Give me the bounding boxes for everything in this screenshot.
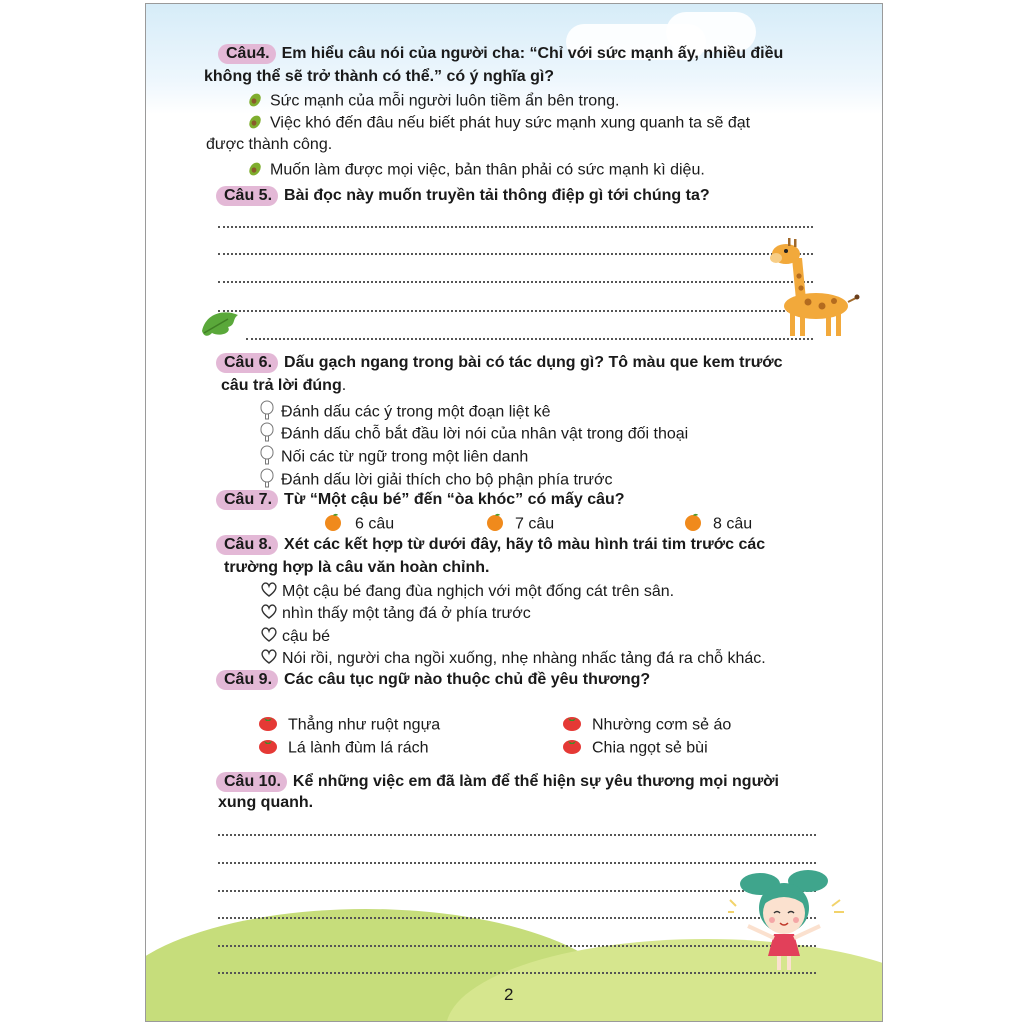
answer-line[interactable] <box>218 281 813 283</box>
q6-label: Câu 6. <box>216 353 278 373</box>
popsicle-icon <box>260 422 274 447</box>
orange-icon <box>323 512 343 537</box>
q8-option[interactable]: nhìn thấy một tảng đá ở phía trước <box>260 603 531 625</box>
orange-icon <box>485 512 505 537</box>
q4-option[interactable]: Sức mạnh của mỗi người luôn tiềm ẩn bên trong. <box>246 90 619 113</box>
q10-line2: xung quanh. <box>218 794 314 811</box>
q10-line1: Câu 10. Kể những việc em đã làm để thể hiện sự yêu thương mọi người <box>216 772 779 792</box>
q7-option[interactable]: 7 câu <box>485 512 554 537</box>
answer-line[interactable] <box>218 862 816 864</box>
q8-line2: trường hợp là câu văn hoàn chỉnh. <box>224 559 490 576</box>
q8-line1: Câu 8. Xét các kết hợp từ dưới đây, hãy tô màu hình trái tim trước các <box>216 535 765 555</box>
q6-option[interactable]: Đánh dấu lời giải thích cho bộ phận phía trước <box>260 468 612 493</box>
tomato-icon <box>562 737 582 760</box>
answer-line[interactable] <box>218 890 816 892</box>
heart-icon <box>260 581 278 603</box>
q9-option[interactable]: Chia ngọt sẻ bùi <box>562 737 708 760</box>
orange-icon <box>683 512 703 537</box>
tomato-icon <box>258 737 278 760</box>
worksheet-page <box>145 3 883 1022</box>
q7-label: Câu 7. <box>216 490 278 510</box>
q10-label: Câu 10. <box>216 772 287 792</box>
q4-line1 <box>218 44 783 64</box>
leaf-icon <box>198 307 244 346</box>
q6-option[interactable]: Đánh dấu các ý trong một đoạn liệt kê <box>260 400 551 425</box>
q9-label: Câu 9. <box>216 670 278 690</box>
q7-option[interactable]: 8 câu <box>683 512 752 537</box>
q4-label: Câu4. <box>218 44 276 64</box>
answer-line[interactable] <box>218 972 816 974</box>
q8-option[interactable]: Một cậu bé đang đùa nghịch với một đống cát trên sân. <box>260 581 674 603</box>
q8-option[interactable]: cậu bé <box>260 626 330 648</box>
heart-icon <box>260 603 278 625</box>
avocado-icon <box>246 90 264 113</box>
answer-line[interactable] <box>218 253 813 255</box>
q4-option[interactable]: Việc khó đến đâu nếu biết phát huy sức mạnh xung quanh ta sẽ đạt <box>246 112 750 135</box>
heart-icon <box>260 648 278 670</box>
tomato-icon <box>258 714 278 737</box>
q6-option[interactable]: Đánh dấu chỗ bắt đầu lời nói của nhân vật trong đối thoại <box>260 422 688 447</box>
avocado-icon <box>246 159 264 182</box>
q9-option[interactable]: Thẳng như ruột ngựa <box>258 714 440 737</box>
answer-line[interactable] <box>218 310 813 312</box>
q4-text: Em hiểu câu nói của người cha: “Chỉ với sức mạnh ấy, nhiều điều <box>281 45 784 62</box>
q8-label: Câu 8. <box>216 535 278 555</box>
tomato-icon <box>562 714 582 737</box>
girl-illustration <box>728 866 858 981</box>
q4-option[interactable]: Muốn làm được mọi việc, bản thân phải có sức mạnh kì diệu. <box>246 159 705 182</box>
page-number: 2 <box>504 985 514 1004</box>
heart-icon <box>260 626 278 648</box>
answer-line[interactable] <box>218 917 816 919</box>
answer-line[interactable] <box>218 226 813 228</box>
q9-option[interactable]: Lá lành đùm lá rách <box>258 737 429 760</box>
avocado-icon <box>246 112 264 135</box>
q4-option-continuation: được thành công. <box>206 136 333 153</box>
q5-question: Câu 5. Bài đọc này muốn truyền tải thông điệp gì tới chúng ta? <box>216 186 710 206</box>
popsicle-icon <box>260 445 274 470</box>
q5-label: Câu 5. <box>216 186 278 206</box>
answer-line[interactable] <box>246 338 813 340</box>
q6-line2: câu trả lời đúng. <box>221 377 347 394</box>
q9-question: Câu 9. Các câu tục ngữ nào thuộc chủ đề yêu thương? <box>216 670 650 690</box>
q7-option[interactable]: 6 câu <box>323 512 394 537</box>
q7-question: Câu 7. Từ “Một cậu bé” đến “òa khóc” có mấy câu? <box>216 490 625 510</box>
q9-option[interactable]: Nhường cơm sẻ áo <box>562 714 731 737</box>
q4-line2: không thể sẽ trở thành có thể.” có ý nghĩa gì? <box>204 68 555 85</box>
q6-option[interactable]: Nối các từ ngữ trong một liên danh <box>260 445 528 470</box>
q8-option[interactable]: Nói rồi, người cha ngồi xuống, nhẹ nhàng nhấc tảng đá ra chỗ khác. <box>260 648 766 670</box>
q6-line1: Câu 6. Dấu gạch ngang trong bài có tác dụng gì? Tô màu que kem trước <box>216 353 783 373</box>
answer-line[interactable] <box>218 945 816 947</box>
answer-line[interactable] <box>218 834 816 836</box>
giraffe-illustration <box>766 236 860 345</box>
